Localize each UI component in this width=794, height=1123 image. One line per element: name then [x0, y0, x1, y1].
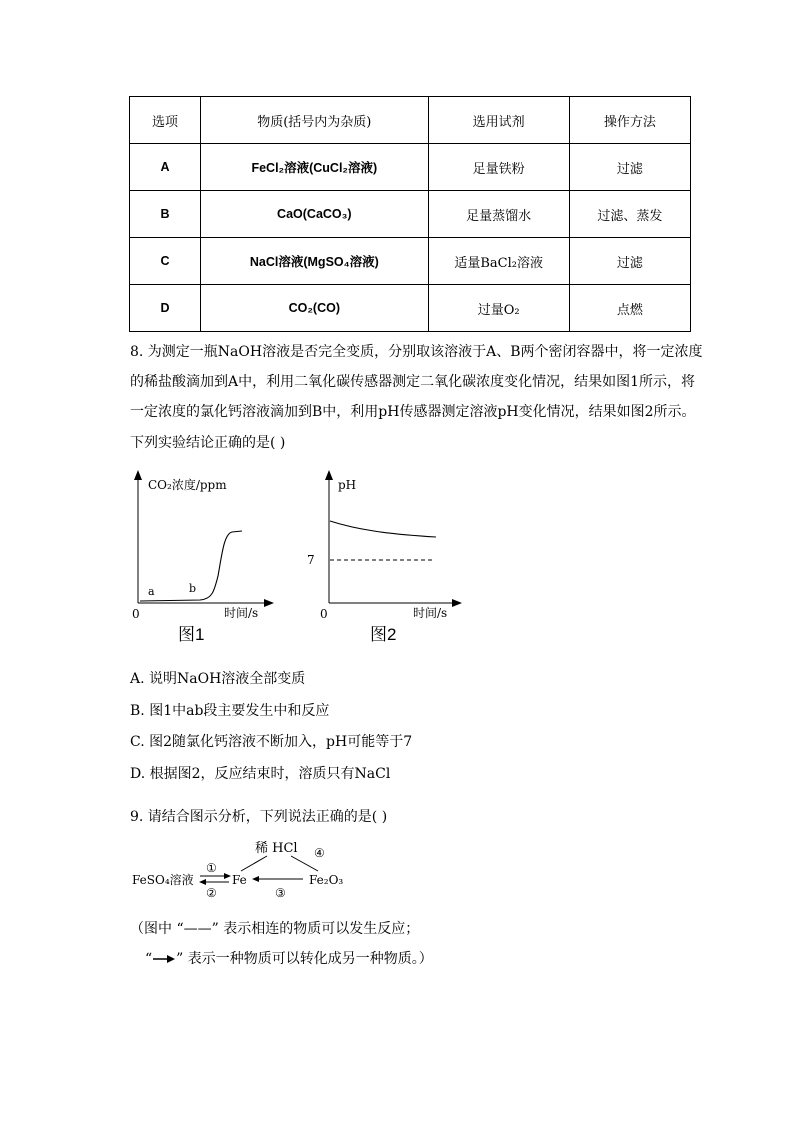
option-cell: D [130, 285, 201, 332]
figure-1-caption: 图1 [178, 625, 205, 644]
option-cell: C [130, 238, 201, 285]
substance-cell: FeCl₂溶液(CuCl₂溶液) [201, 144, 428, 191]
q8-stem-line: 的稀盐酸滴加到A中，利用二氧化碳传感器测定二氧化碳浓度变化情况，结果如图1所示，将 [130, 374, 696, 390]
substance-cell: CO₂(CO) [201, 285, 428, 332]
fig1-point-a: a [148, 585, 155, 598]
purification-table [129, 96, 691, 332]
arrowhead-icon [252, 876, 259, 882]
fig1-point-b: b [189, 582, 197, 595]
method-cell: 点燃 [569, 285, 690, 332]
table-header-cell: 操作方法 [569, 97, 690, 144]
fig1-ylabel: CO₂浓度/ppm [148, 478, 227, 492]
x-axis-arrow-icon [452, 599, 462, 607]
ph-curve [330, 521, 436, 537]
q9-reaction-diagram [128, 835, 358, 905]
fig2-origin: 0 [320, 607, 328, 621]
figure-2-ph-graph [307, 468, 468, 628]
q8-option-a: A. 说明NaOH溶液全部变质 [130, 671, 306, 687]
fe-label: Fe [232, 873, 247, 887]
hcl-label: 稀 HCl [255, 841, 298, 856]
arrowhead-icon [224, 873, 231, 879]
table-row [130, 191, 691, 238]
x-axis-arrow-icon [264, 599, 274, 607]
reagent-cell: 足量铁粉 [428, 144, 569, 191]
reaction-number-2: ② [206, 886, 217, 900]
q8-stem-line: 一定浓度的氯化钙溶液滴加到B中，利用pH传感器测定溶液pH变化情况，结果如图2所示。 [130, 404, 696, 420]
arrowhead-icon [199, 879, 206, 885]
table-row [130, 285, 691, 332]
reagent-cell: 适量BaCl₂溶液 [428, 238, 569, 285]
q9-note-line-1: （图中 “——” 表示相连的物质可以发生反应； [130, 921, 420, 937]
table-header-cell: 选项 [130, 97, 201, 144]
fig2-xlabel: 时间/s [413, 606, 448, 620]
fe2o3-label: Fe₂O₃ [309, 873, 344, 887]
reaction-number-4: ④ [314, 846, 325, 860]
q8-option-b: B. 图1中ab段主要发生中和反应 [130, 703, 330, 719]
note-arrow-meaning: ” 表示一种物质可以转化成另一种物质。） [176, 951, 433, 967]
reagent-cell: 过量O₂ [428, 285, 569, 332]
substance-cell: NaCl溶液(MgSO₄溶液) [201, 238, 428, 285]
table-header-row [130, 97, 691, 144]
feso4-label: FeSO₄溶液 [132, 873, 194, 887]
reaction-number-1: ① [206, 861, 217, 875]
fig2-ref-value: 7 [307, 553, 315, 567]
q8-stem-line: 8. 为测定一瓶NaOH溶液是否完全变质，分别取该溶液于A、B两个密闭容器中，将一定浓度 [130, 344, 703, 360]
q8-option-d: D. 根据图2，反应结束时，溶质只有NaCl [130, 766, 391, 782]
option-cell: A [130, 144, 201, 191]
y-axis-arrow-icon [134, 470, 142, 480]
method-cell: 过滤、蒸发 [569, 191, 690, 238]
fig2-ylabel: pH [338, 478, 357, 492]
fig1-xlabel: 时间/s [224, 606, 259, 620]
method-cell: 过滤 [569, 238, 690, 285]
figure-1-co2-graph [128, 468, 278, 628]
reagent-cell: 足量蒸馏水 [428, 191, 569, 238]
q9-stem: 9. 请结合图示分析，下列说法正确的是( ) [130, 809, 388, 825]
fig1-origin: 0 [132, 607, 140, 621]
fe-hcl-reaction-line [241, 856, 267, 871]
y-axis-arrow-icon [325, 470, 333, 480]
q8-stem-line: 下列实验结论正确的是( ) [130, 435, 286, 451]
option-cell: B [130, 191, 201, 238]
table-header-cell: 物质(括号内为杂质) [201, 97, 428, 144]
table-header-cell: 选用试剂 [428, 97, 569, 144]
table-row [130, 238, 691, 285]
method-cell: 过滤 [569, 144, 690, 191]
arrow-right-icon [152, 953, 176, 965]
note-quote-open: “ [145, 951, 153, 967]
table-row [130, 144, 691, 191]
reaction-number-3: ③ [275, 886, 286, 900]
q8-option-c: C. 图2随氯化钙溶液不断加入，pH可能等于7 [130, 734, 413, 750]
substance-cell: CaO(CaCO₃) [201, 191, 428, 238]
figure-2-caption: 图2 [370, 625, 397, 644]
q9-note-line-2 [145, 948, 433, 968]
